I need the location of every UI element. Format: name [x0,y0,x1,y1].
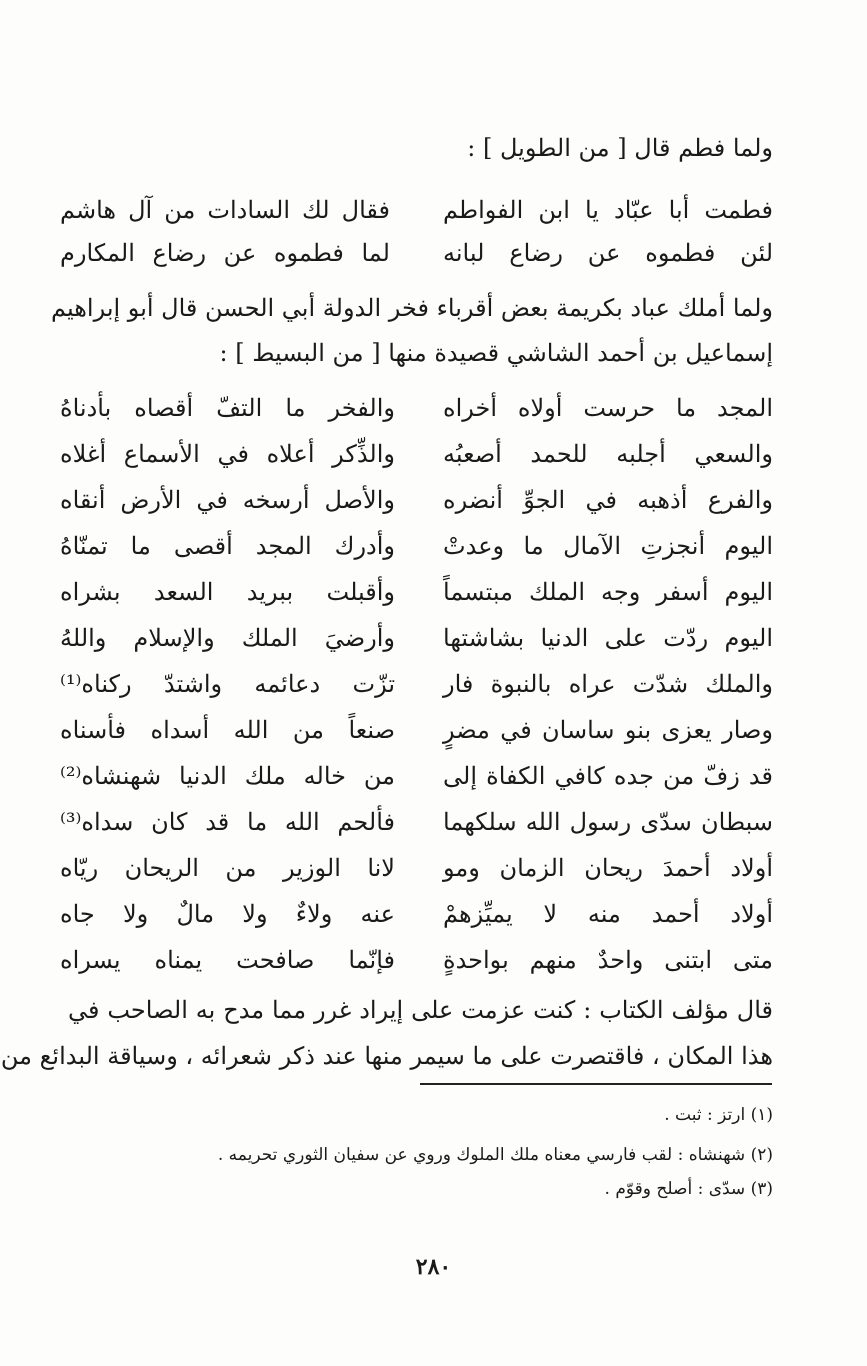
verse-first-hemistich: اليوم ردّت على الدنيا بشاشتها [443,624,773,652]
footnote-2: (٢) شهنشاه : لقب فارسي معناه ملك الملوك وروي عن سفيان الثوري تحريمه . [217,1145,773,1165]
verse-row [60,848,773,888]
verse-first-hemistich: والملك شدّت عراه بالنبوة فار [443,670,773,698]
page-number: ٢٨٠ [415,1254,452,1280]
verse-row [60,940,773,980]
verse-row [60,894,773,934]
verse-row [60,388,773,428]
verse-first-hemistich: والفرع أذهبه في الجوِّ أنضره [443,486,773,514]
verse-first-hemistich: لئن فطموه عن رضاع لبانه [443,239,773,267]
intro-paragraph-line: ولما أملك عباد بكريمة بعض أقرباء فخر الدولة أبي الحسن قال أبو إبراهيم [51,294,773,322]
verse-first-hemistich: قد زفّ من جده كافي الكفاة إلى [443,762,773,790]
verse-row [60,480,773,520]
verse-second-hemistich: لما فطموه عن رضاع المكارم [60,239,390,267]
verse-first-hemistich: فطمت أبا عبّاد يا ابن الفواطم [443,196,773,224]
verse-first-hemistich: أولاد أحمدَ ريحان الزمان ومو [443,854,773,882]
verse-second-hemistich: فألحم الله ما قد كان سداه⁽³⁾ [60,808,395,836]
verse-first-hemistich: وصار يعزى بنو ساسان في مضرٍ [443,716,773,744]
verse-row [60,756,773,796]
verse-row [60,664,773,704]
verse-second-hemistich: صنعاً من الله أسداه فأسناه [60,716,395,744]
verse-second-hemistich: فقال لك السادات من آل هاشم [60,196,390,224]
verse-row [60,572,773,612]
verse-first-hemistich: اليوم أسفر وجه الملك مبتسماً [443,578,773,606]
footnote-3: (٣) سدّى : أصلح وقوّم . [604,1179,773,1199]
verse-second-hemistich: من خاله ملك الدنيا شهنشاه⁽²⁾ [60,762,395,790]
verse-first-hemistich: اليوم أنجزتِ الآمال ما وعدتْ [443,532,773,560]
footnote-separator [420,1083,772,1085]
verse-row [60,802,773,842]
verse-first-hemistich: سبطان سدّى رسول الله سلكهما [443,808,773,836]
verse-second-hemistich: وأدرك المجد أقصى ما تمنّاهُ [60,532,395,560]
closing-paragraph-line: قال مؤلف الكتاب : كنت عزمت على إيراد غرر مما مدح به الصاحب في [68,996,773,1024]
verse-first-hemistich: المجد ما حرست أولاه أخراه [443,394,773,422]
verse-second-hemistich: تزّت دعائمه واشتدّ ركناه⁽¹⁾ [60,670,395,698]
verse-second-hemistich: لانا الوزير من الريحان ريّاه [60,854,395,882]
closing-paragraph-line: هذا المكان ، فاقتصرت على ما سيمر منها عند ذكر شعرائه ، وسياقة البدائع من [0,1042,773,1070]
verse-second-hemistich: فإنّما صافحت يمناه يسراه [60,946,395,974]
verse-first-hemistich: والسعي أجلبه للحمد أصعبُه [443,440,773,468]
intro-heading-1: ولما فطم قال [ من الطويل ] : [467,134,773,162]
verse-first-hemistich: متى ابتنى واحدٌ منهم بواحدةٍ [443,946,773,974]
verse-second-hemistich: والأصل أرسخه في الأرض أنقاه [60,486,395,514]
footnote-1: (١) ارتز : ثبت . [664,1105,773,1125]
verse-row [60,618,773,658]
verse-second-hemistich: وأرضيَ الملك والإسلام واللهُ [60,624,395,652]
verse-row [60,434,773,474]
verse-row [60,233,773,273]
verse-second-hemistich: والفخر ما التفّ أقصاه بأدناهُ [60,394,395,422]
verse-row [60,710,773,750]
verse-second-hemistich: والذِّكر أعلاه في الأسماع أغلاه [60,440,395,468]
verse-second-hemistich: عنه ولاءٌ ولا مالٌ ولا جاه [60,900,395,928]
verse-row [60,526,773,566]
verse-second-hemistich: وأقبلت ببريد السعد بشراه [60,578,395,606]
verse-row [60,190,773,230]
intro-paragraph-line: إسماعيل بن أحمد الشاشي قصيدة منها [ من البسيط ] : [219,339,773,367]
verse-first-hemistich: أولاد أحمد منه لا يميِّزهمْ [443,900,773,928]
